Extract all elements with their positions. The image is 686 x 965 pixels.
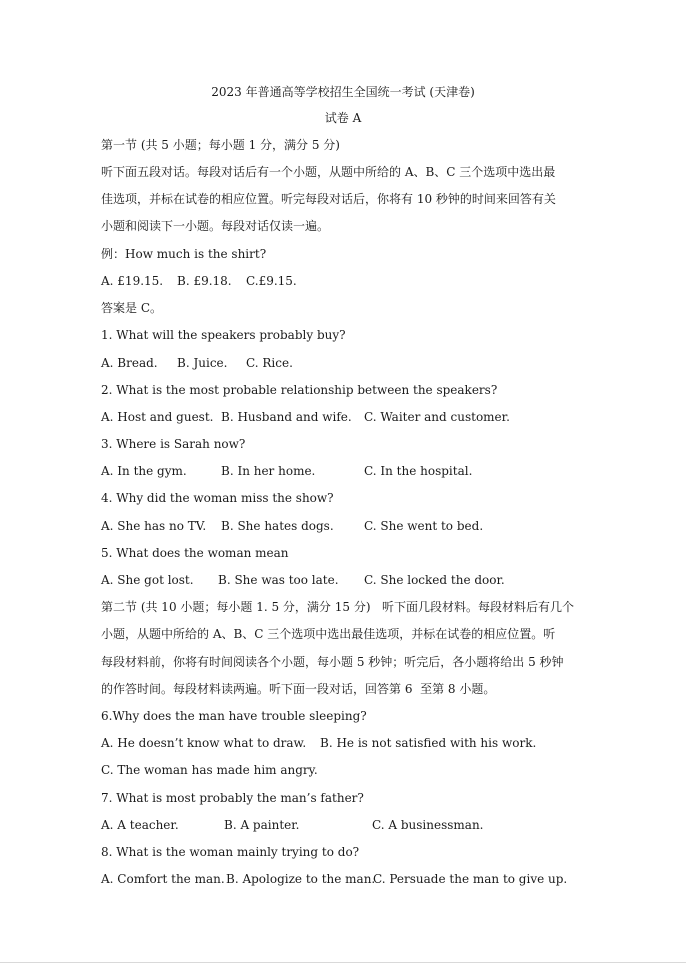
question-4-option-b: B. She hates dogs.: [221, 519, 334, 533]
question-2-option-a: A. Host and guest.: [101, 410, 214, 424]
question-1-option-a: A. Bread.: [101, 356, 158, 370]
question-6: 6.Why does the man have trouble sleeping?: [101, 709, 367, 723]
question-5: 5. What does the woman mean: [101, 546, 289, 560]
question-7: 7. What is most probably the man’s father?: [101, 791, 364, 805]
question-8: 8. What is the woman mainly trying to do?: [101, 845, 360, 859]
question-7-option-a: A. A teacher.: [101, 818, 179, 832]
question-5-option-c: C. She locked the door.: [364, 573, 505, 587]
section2-intro-line-1: 第二节 (共 10 小题；每小题 1. 5 分，满分 15 分) 听下面几段材料。每段材料后有几个: [101, 600, 574, 614]
example-option-a: A. £19.15.: [101, 274, 164, 288]
question-2-option-b: B. Husband and wife.: [221, 410, 352, 424]
page-bottom-divider: [0, 962, 686, 963]
question-4: 4. Why did the woman miss the show?: [101, 491, 334, 505]
section2-intro-line-4: 的作答时间。每段材料读两遍。听下面一段对话，回答第 6 至第 8 小题。: [101, 682, 496, 696]
question-1-option-c: C. Rice.: [246, 356, 293, 370]
question-2: 2. What is the most probable relationship between the speakers?: [101, 383, 498, 397]
section1-instruction-line-2: 佳选项，并标在试卷的相应位置。听完每段对话后，你将有 10 秒钟的时间来回答有关: [101, 192, 556, 206]
question-6-option-c: C. The woman has made him angry.: [101, 763, 318, 777]
question-3-option-b: B. In her home.: [221, 464, 316, 478]
question-1: 1. What will the speakers probably buy?: [101, 328, 346, 342]
section2-intro-line-3: 每段材料前，你将有时间阅读各个小题，每小题 5 秒钟；听完后，各小题将给出 5 秒钟: [101, 655, 564, 669]
question-8-option-c: C. Persuade the man to give up.: [373, 872, 568, 886]
example-answer: 答案是 C。: [101, 301, 162, 315]
question-1-option-b: B. Juice.: [177, 356, 228, 370]
question-5-option-b: B. She was too late.: [218, 573, 339, 587]
exam-title: 2023 年普通高等学校招生全国统一考试 (天津卷): [211, 85, 475, 99]
example-option-b: B. £9.18.: [177, 274, 232, 288]
question-5-option-a: A. She got lost.: [101, 573, 194, 587]
question-3-option-c: C. In the hospital.: [364, 464, 473, 478]
example-option-c: C.£9.15.: [246, 274, 297, 288]
question-8-option-a: A. Comfort the man.: [101, 872, 225, 886]
question-4-option-c: C. She went to bed.: [364, 519, 484, 533]
question-8-option-b: B. Apologize to the man.: [226, 872, 376, 886]
section1-heading: 第一节 (共 5 小题；每小题 1 分，满分 5 分): [101, 138, 340, 152]
paper-label: 试卷 A: [324, 111, 362, 125]
question-3-option-a: A. In the gym.: [101, 464, 187, 478]
section2-intro-line-2: 小题，从题中所给的 A、B、C 三个选项中选出最佳选项，并标在试卷的相应位置。听: [101, 627, 556, 641]
question-6-option-b: B. He is not satisfied with his work.: [320, 736, 537, 750]
question-6-option-a: A. He doesn’t know what to draw.: [101, 736, 307, 750]
section1-instruction-line-3: 小题和阅读下一小题。每段对话仅读一遍。: [101, 219, 330, 233]
example-question: 例：How much is the shirt?: [101, 247, 267, 261]
section1-instruction-line-1: 听下面五段对话。每段对话后有一个小题，从题中所给的 A、B、C 三个选项中选出最: [101, 165, 556, 179]
question-3: 3. Where is Sarah now?: [101, 437, 246, 451]
question-7-option-c: C. A businessman.: [372, 818, 484, 832]
question-7-option-b: B. A painter.: [224, 818, 300, 832]
question-2-option-c: C. Waiter and customer.: [364, 410, 510, 424]
question-4-option-a: A. She has no TV.: [101, 519, 207, 533]
